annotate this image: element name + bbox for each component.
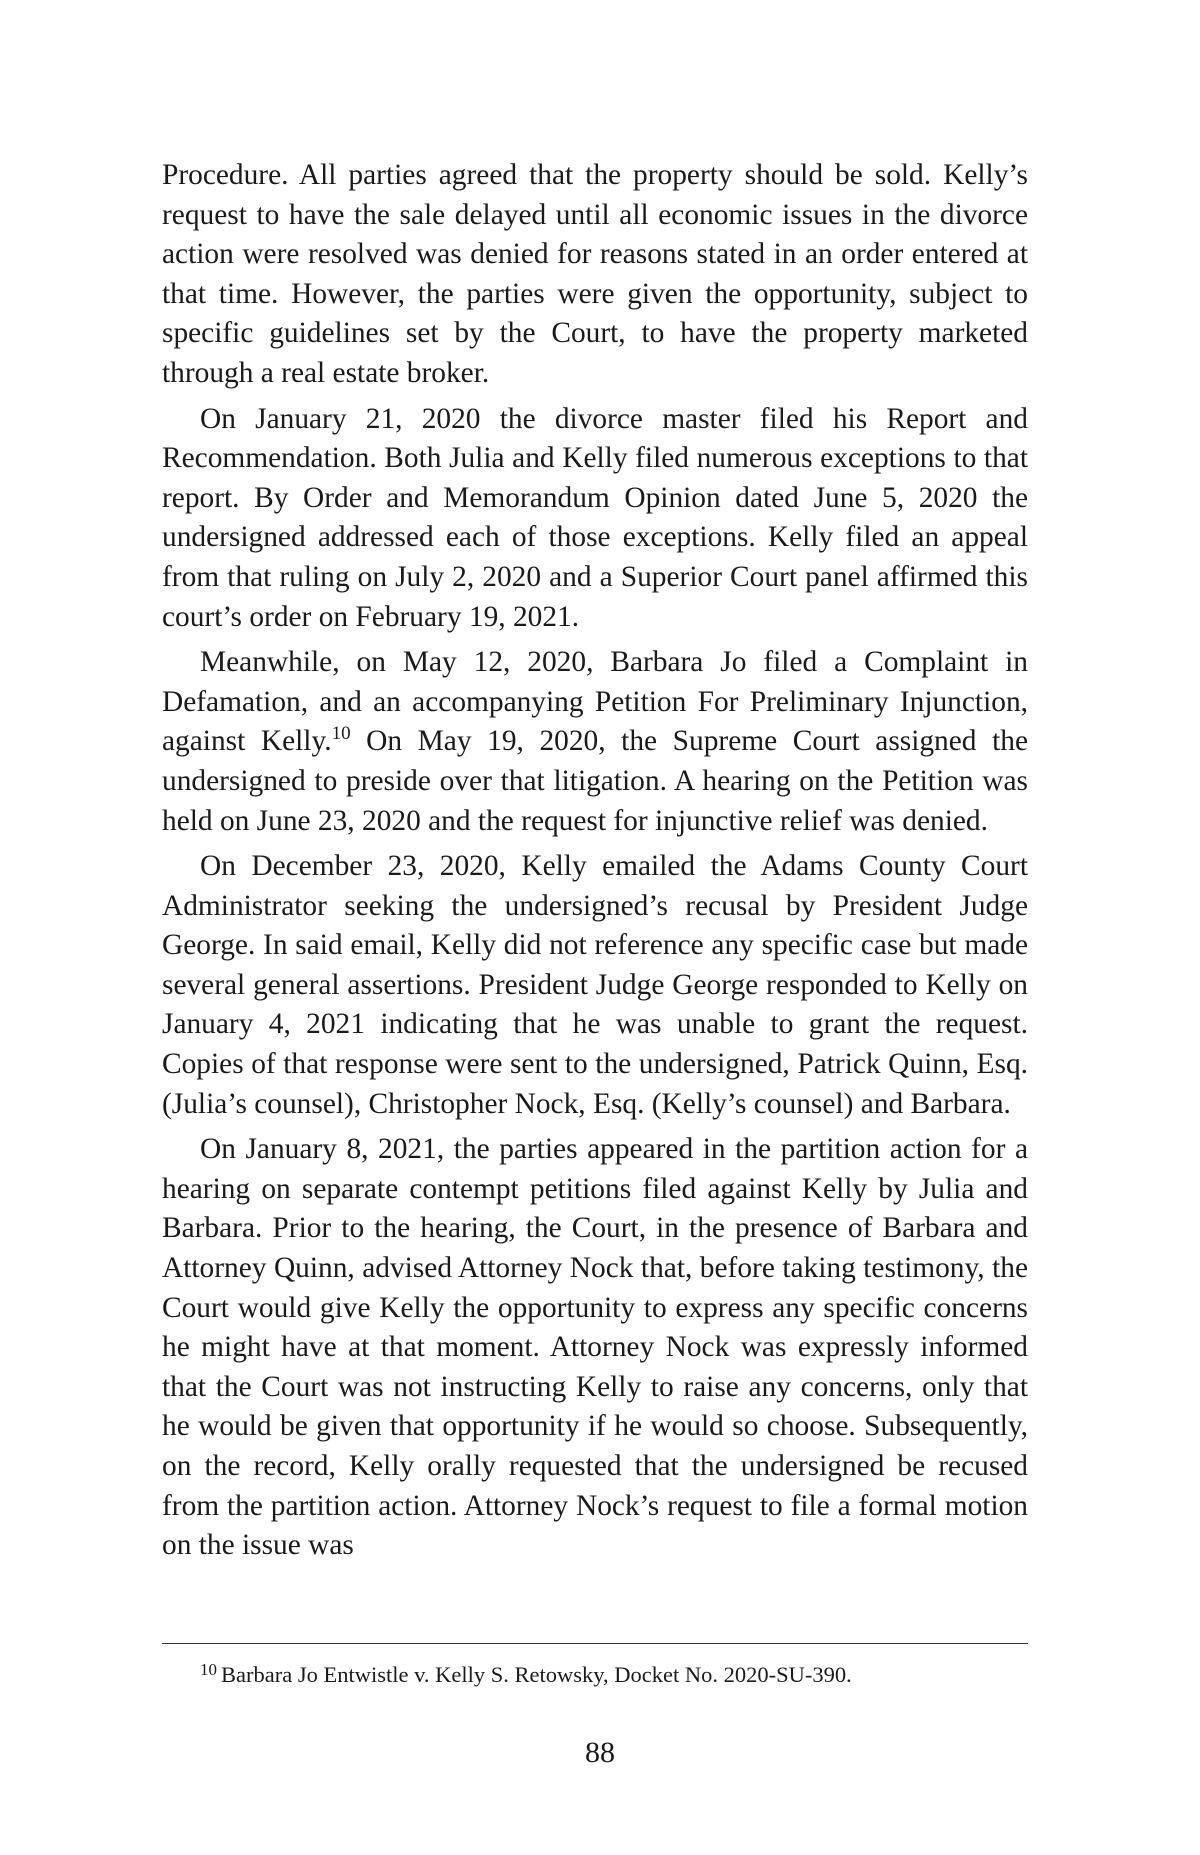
paragraph-1: Procedure. All parties agreed that the property should be sold. Kelly’s request to have the sale delayed until all economic issues in the divorce action were resolved was denied for reasons stated in an order entered at that time. However, the parties were given the opportunity, subject to specific guidelines set by the Court, to have the property marketed through a real estate broker. xyxy=(162,159,1028,389)
paragraph-4: On December 23, 2020, Kelly emailed the Adams County Court Administrator seeking the undersigned’s recusal by President Judge George. In said email, Kelly did not reference any specific case but made several general assertions. President Judge George responded to Kelly on January 4, 2021 indicating that he was unable to grant the request. Copies of that response were sent to the undersigned, Patrick Quinn, Esq. (Julia’s counsel), Christopher Nock, Esq. (Kelly’s counsel) and Barbara. xyxy=(162,850,1028,1120)
paragraph-3-text-after: On May 19, 2020, the Supreme Court assigned the undersigned to preside over that litigation. A hearing on the Petition was held on June 23, 2020 and the request for injunctive relief was denied. xyxy=(162,725,1028,837)
footnote xyxy=(200,1660,1028,1690)
page-body xyxy=(162,156,1028,1572)
paragraph-5: On January 8, 2021, the parties appeared in the partition action for a hearing on separate contempt petitions filed against Kelly by Julia and Barbara. Prior to the hearing, the Court, in the presence of Barbara and Attorney Quinn, advised Attorney Nock that, before taking testimony, the Court would give Kelly the opportunity to express any specific concerns he might have at that moment. Attorney Nock was expressly informed that the Court was not instructing Kelly to raise any concerns, only that he would be given that opportunity if he would so choose. Subsequently, on the record, Kelly orally requested that the undersigned be recused from the partition action. Attorney Nock’s request to file a formal motion on the issue was xyxy=(162,1133,1028,1562)
footnote-number: 10 xyxy=(200,1660,217,1679)
paragraph-2: On January 21, 2020 the divorce master filed his Report and Recommendation. Both Julia and Kelly filed numerous exceptions to that report. By Order and Memorandum Opinion dated June 5, 2020 the undersigned addressed each of those exceptions. Kelly filed an appeal from that ruling on July 2, 2020 and a Superior Court panel affirmed this court’s order on February 19, 2021. xyxy=(162,402,1028,633)
paragraph-3-text-before: Meanwhile, on May 12, 2020, Barbara Jo filed a Complaint in Defamation, and an accompanying Petition For Preliminary Injunction, against Kelly. xyxy=(162,646,1028,758)
paragraph-3 xyxy=(162,643,1028,841)
page-number: 88 xyxy=(585,1736,615,1769)
footnote-divider xyxy=(162,1643,1028,1644)
footnote-text: Barbara Jo Entwistle v. Kelly S. Retowsky, Docket No. 2020-SU-390. xyxy=(221,1662,852,1687)
footnote-reference[interactable]: 10 xyxy=(331,723,351,745)
